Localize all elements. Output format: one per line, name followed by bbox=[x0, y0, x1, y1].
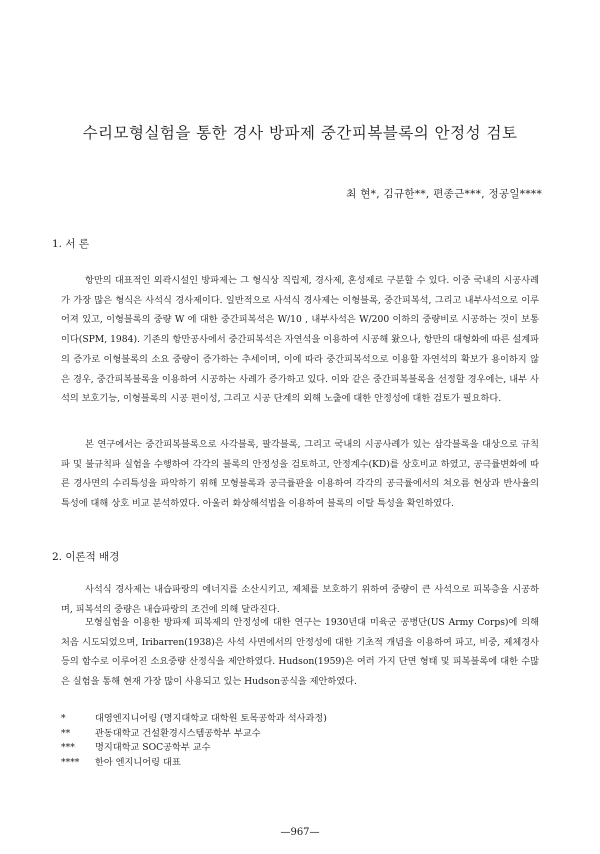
section-heading-introduction: 1. 서 론 bbox=[52, 238, 89, 250]
footnote-mark: **** bbox=[61, 756, 80, 768]
footnote-mark: * bbox=[61, 713, 66, 724]
paper-title: 수리모형실험을 통한 경사 방파제 중간피복블록의 안정성 검토 bbox=[82, 124, 518, 142]
footnote-text: 관동대학교 건설환경시스템공학부 부교수 bbox=[95, 727, 261, 739]
footnote-text: 한아 엔지니어링 대표 bbox=[95, 756, 181, 768]
footnote bbox=[61, 727, 327, 742]
intro-paragraph-2: 본 연구에서는 중간피복블록으로 사각블록, 팔각블록, 그리고 국내의 시공사례가 있는 삼각블록을 대상으로 규칙파 및 불규칙파 실험을 수행하여 각각의 블록의 안정성을 검토하고, 안정계수(KD)를 상호비교 하였고, 공극률변화에 따른 경사면의 수리특성을 파악하기 위해 모형블록과 공극률판을 이용하여 각각의 공극률에서의 쳐오름 현상과 반사율의 특성에 대해 상호 비교 분석하였다. 아울러 화상해석법을 이용하여 블록의 이탈 특성을 확인하였다. bbox=[61, 439, 539, 510]
footnote-text: 명지대학교 SOC공학부 교수 bbox=[95, 742, 211, 754]
footnote bbox=[61, 756, 327, 771]
footnote bbox=[61, 741, 327, 756]
affiliation-footnotes bbox=[61, 712, 327, 770]
intro-paragraph-1: 항만의 대표적인 외곽시설인 방파제는 그 형식상 직립제, 경사제, 혼성제로 구분할 수 있다. 이중 국내의 시공사례가 가장 많은 형식은 사석식 경사제이다. 일반적으로 사석식 경사제는 이형블록, 중간피복석, 그리고 내부사석으로 이루어져 있고, 이형블록의 중량 W 에 대한 중간피복석은 W/10 , 내부사석은 W/200 이하의 중량비로 시공하는 것이 보통이다(SPM, 1984). 기존의 항만공사에서 중간피복석은 자연석을 이용하여 시공해 왔으나, 항만의 대형화에 따른 설계파의 증가로 이형블록의 소요 중량이 증가하는 추세이며, 이에 따라 중간피복석으로 이용할 자연석의 확보가 용이하지 않은 경우, 중간피복블록을 이용하여 시공하는 사례가 증가하고 있다. 이와 같은 중간피복블록을 선정할 경우에는, 내부 사석의 보호기능, 이형블록의 시공 편이성, 그리고 시공 단계의 외해 노출에 대한 안정성에 대한 검토가 필요하다. bbox=[61, 275, 539, 405]
background-paragraph-1: 사석식 경사제는 내습파랑의 에너지를 소산시키고, 제체를 보호하기 위하여 중량이 큰 사석으로 피복층을 시공하며, 피복석의 중량은 내습파랑의 조건에 의해 달라진다. bbox=[61, 584, 539, 615]
author-list: 최 현*, 김규한**, 편종근***, 정공일**** bbox=[346, 188, 542, 200]
background-paragraph-2: 모형실험을 이용한 방파제 피복제의 안정성에 대한 연구는 1930년대 미육군 공병단(US Army Corps)에 의해 처음 시도되었으며, Iribarren(1938)은 사석 사면에서의 안정성에 대한 기초적 개념을 이용하여 파고, 비중, 제체경사 등의 함수로 이루어진 소요중량 산정식을 제안하였다. Hudson(1959)은 여러 가지 단면 형태 및 피복블록에 대한 수많은 실험을 통해 현재 가장 많이 사용되고 있는 Hudson공식을 제안하였다. bbox=[61, 617, 539, 688]
footnote-mark: ** bbox=[61, 727, 71, 739]
footnote-text: 대영엔지니어링 (명지대학교 대학원 토목공학과 석사과정) bbox=[95, 713, 327, 724]
section-heading-background: 2. 이론적 배경 bbox=[52, 551, 120, 563]
footnote-mark: *** bbox=[61, 742, 75, 754]
footnote bbox=[61, 712, 327, 727]
page-number: —967— bbox=[280, 827, 320, 838]
